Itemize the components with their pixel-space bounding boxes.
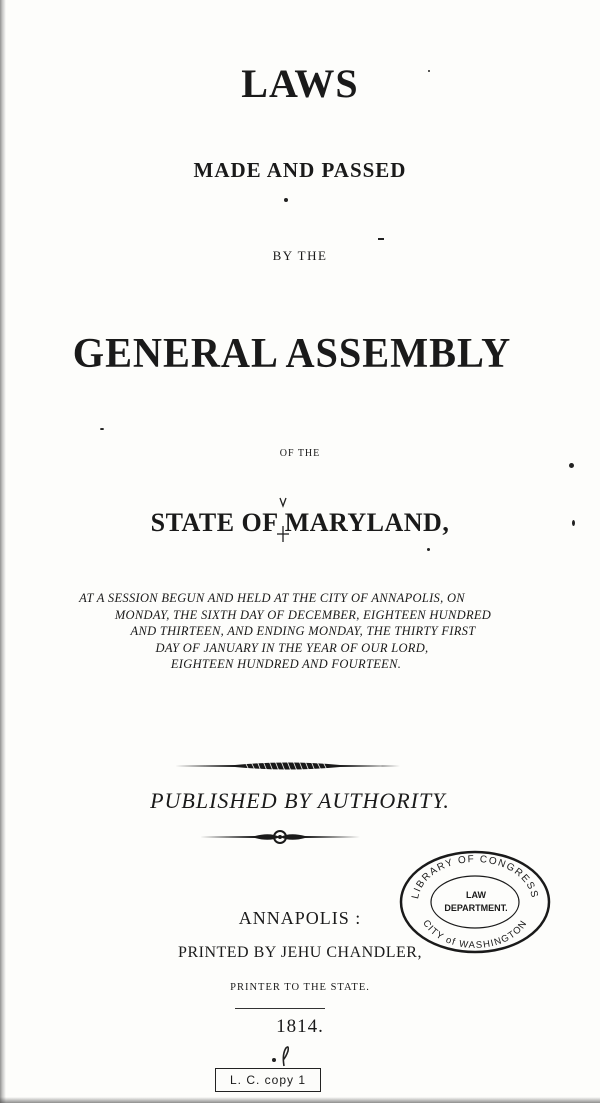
subtitle-of-the: OF THE (279, 448, 321, 459)
printer-imprint: PRINTED BY JEHU CHANDLER, (178, 944, 422, 961)
speck (569, 463, 574, 468)
speck (572, 520, 575, 526)
speck (100, 428, 104, 430)
city-imprint: ANNAPOLIS : (238, 908, 362, 928)
session-line: AT A SESSION BEGUN AND HELD AT THE CITY OF ANNAPOLIS, ON (79, 591, 465, 605)
ink-mark (276, 496, 290, 544)
subtitle-by-the: BY THE (272, 248, 328, 263)
speck (378, 238, 384, 240)
pen-mark (268, 1040, 298, 1070)
speck (427, 548, 430, 551)
speck (428, 70, 430, 72)
speck (284, 198, 288, 202)
page-bottom-shadow (0, 1097, 600, 1103)
general-assembly-heading: GENERAL ASSEMBLY (72, 331, 512, 377)
stamp-top-text: LIBRARY OF CONGRESS (410, 853, 540, 900)
stamp-line-2: DEPARTMENT. (444, 903, 508, 913)
stamp-line-1: LAW (466, 890, 486, 900)
publication-year: 1814. (276, 1016, 324, 1037)
stamp-bottom-text: CITY of WASHINGTON (420, 918, 530, 952)
ornamental-rule-flourish (200, 828, 360, 846)
ornamental-rule (175, 758, 400, 774)
state-heading: STATE OF MARYLAND, (150, 508, 450, 537)
session-line: AND THIRTEEN, AND ENDING MONDAY, THE THIRTY FIRST (130, 624, 476, 638)
session-description (0, 590, 600, 673)
shelf-label: L. C. copy 1 (215, 1068, 321, 1092)
printer-to-the-state: PRINTER TO THE STATE. (230, 982, 370, 993)
session-line: EIGHTEEN HUNDRED AND FOURTEEN. (170, 657, 402, 671)
session-line: DAY OF JANUARY IN THE YEAR OF OUR LORD, (155, 640, 429, 655)
year-rule (235, 1008, 325, 1009)
title: LAWS (241, 61, 359, 106)
published-by-authority: PUBLISHED BY AUTHORITY. (150, 788, 450, 813)
session-line: MONDAY, THE SIXTH DAY OF DECEMBER, EIGHTEEN HUNDRED (114, 607, 492, 622)
subtitle-made-and-passed: MADE AND PASSED (193, 158, 407, 182)
library-of-congress-stamp (396, 848, 554, 956)
